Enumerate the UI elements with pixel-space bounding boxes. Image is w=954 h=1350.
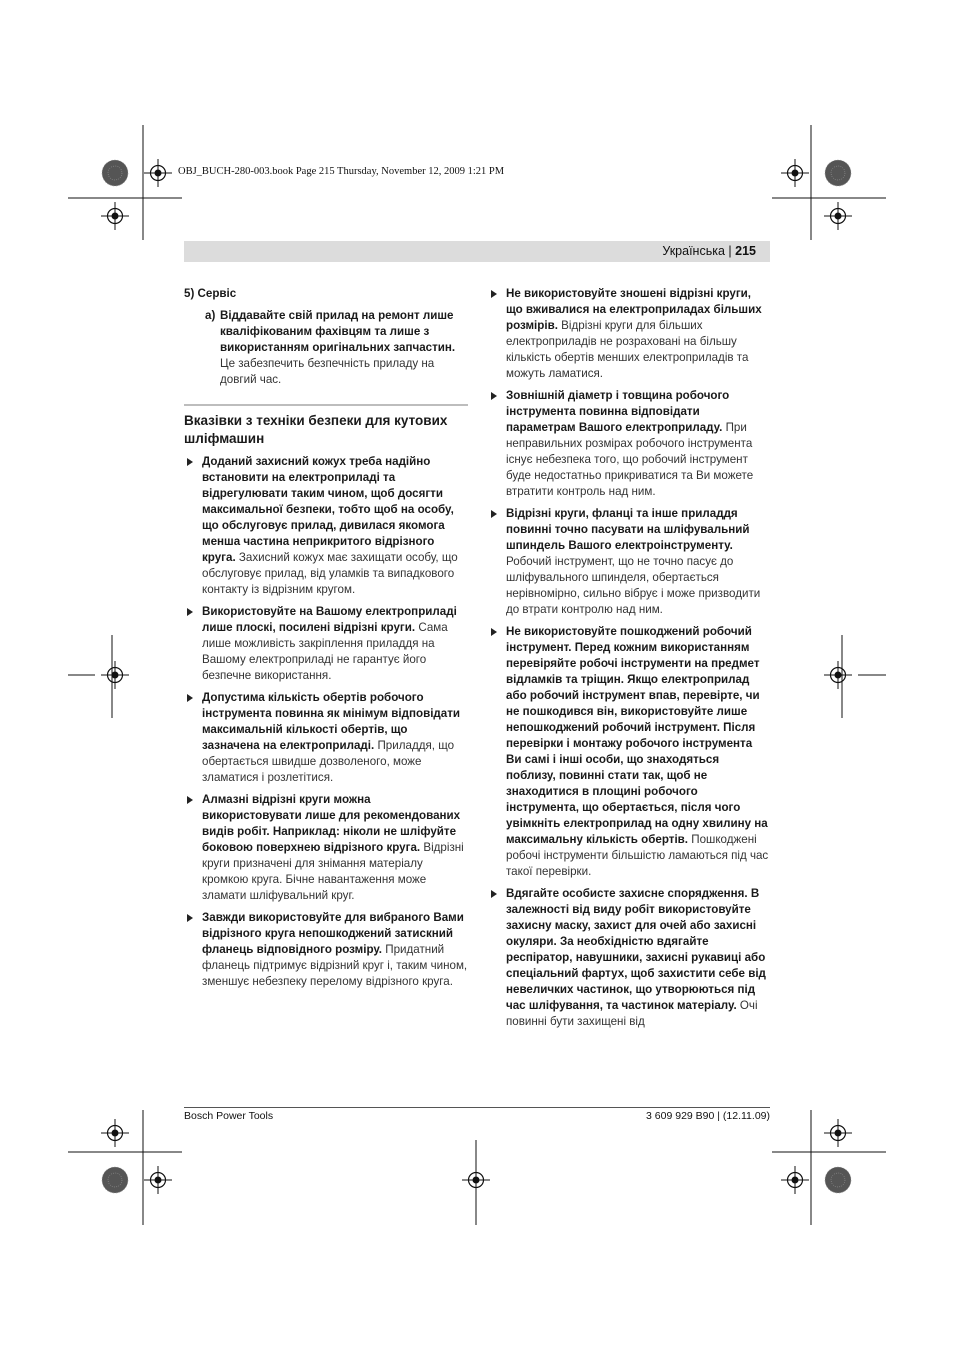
list-item bbox=[488, 388, 770, 500]
footer-doc-number: 3 609 929 B90 | (12.11.09) bbox=[646, 1110, 770, 1122]
bullet-bold-text: Алмазні відрізні круги можна використовувати лише для рекомендованих видів робіт. Наприклад: ніколи не шліфуйте боковою поверхнею відрізного круга. bbox=[202, 793, 461, 854]
header-language: Українська bbox=[662, 244, 725, 258]
left-column bbox=[184, 286, 468, 990]
list-item bbox=[184, 604, 468, 684]
list-item bbox=[184, 910, 468, 990]
bullet-bold-text: Не використовуйте пошкоджений робочий інструмент. Перед кожним використанням перевіряйте робочі інструменти на предмет відламків та тріщин. Якщо електроприлад або робочий інструмент впав, перевірте, чи не пошкодився він, використовуйте лише непошкоджений робочий інструмент. Після перевірки і монтажу робочого інструмента Ви самі і інші особи, що знаходяться поблизу, повинні стати так, щоб не знаходитися в площині робочого інструмента, що обертається, після чого увімкніть електроприлад на одну хвилину на максимальну кількість обертів. bbox=[506, 625, 768, 846]
page-number: 215 bbox=[735, 244, 756, 258]
bullet-text: Відрізні круги призначені для знімання матеріалу кромкою круга. Бічне навантаження може зламати шліфувальний круг. bbox=[202, 841, 464, 902]
service-heading: 5) Сервіс bbox=[184, 287, 237, 300]
list-item bbox=[184, 454, 468, 598]
section-title: Вказівки з техніки безпеки для кутових шліфмашин bbox=[184, 404, 468, 448]
right-column bbox=[488, 286, 770, 1030]
bullet-text: Придатний фланець підтримує відрізний круг і, таким чином, зменшує небезпеку перелому відрізного круга. bbox=[202, 943, 468, 988]
bullet-text: Сама лише можливість закріплення приладдя на Вашому електроприладі не гарантує його безпечне використання. bbox=[202, 621, 448, 682]
bullet-arrow-icon bbox=[187, 608, 193, 616]
bullet-arrow-icon bbox=[187, 458, 193, 466]
bullet-text: Очі повинні бути захищені від bbox=[506, 999, 758, 1028]
bullet-text: Пошкоджені робочі інструменти більшістю ламаються під час такої перевірки. bbox=[506, 833, 769, 878]
bullet-arrow-icon bbox=[187, 914, 193, 922]
bullet-bold-text: Відрізні круги, фланці та інше приладдя повинні точно пасувати на шліфувальний шпиндель Вашого електроінструменту. bbox=[506, 507, 750, 552]
bullet-bold-text: Вдягайте особисте захисне спорядження. В залежності від виду робіт використовуйте захисну маску, захист для очей або захисні окуляри. За необхідністю вдягайте респіратор, навушники, захисні рукавиці або спеціальний фартух, щоб захистити себе від невеличких частинок, що утворюються під час шліфування, та частинок матеріалу. bbox=[506, 887, 766, 1012]
bullet-bold-text: Зовнішній діаметр і товщина робочого інструмента повинна відповідати параметрам Вашого електроприладу. bbox=[506, 389, 730, 434]
bullet-bold-text: Використовуйте на Вашому електроприладі лише плоскі, посилені відрізні круги. bbox=[202, 605, 457, 634]
bullet-text: При неправильних розмірах робочого інструмента існує небезпека того, що робочий інструмент буде недостатньо прикриватися та Ви можете втратити контроль над ним. bbox=[506, 421, 754, 498]
footer-rule bbox=[184, 1107, 770, 1108]
bullet-arrow-icon bbox=[491, 290, 497, 298]
service-item-text: Це забезпечить безпечність приладу на довгий час. bbox=[220, 357, 435, 386]
bullet-text: Відрізні круги для більших електроприладів не розраховані на більшу кількість обертів менших електроприладів та можуть ламатися. bbox=[506, 319, 749, 380]
bullet-arrow-icon bbox=[491, 392, 497, 400]
bullet-arrow-icon bbox=[187, 796, 193, 804]
bullet-text: Захисний кожух має захищати особу, що обслуговує прилад, від уламків та випадкового контакту із відрізним кругом. bbox=[202, 551, 458, 596]
service-item-label: a) bbox=[205, 309, 216, 322]
bullet-arrow-icon bbox=[491, 628, 497, 636]
bullet-bold-text: Доданий захисний кожух треба надійно встановити на електроприладі та відрегулювати таким чином, щоб досягти максимальної безпеки, тобто щоб на особу, що обслуговує прилад, дивилася якомога менша частина неприкритого відрізного круга. bbox=[202, 455, 454, 564]
list-item bbox=[488, 286, 770, 382]
list-item bbox=[488, 886, 770, 1030]
print-info-line: OBJ_BUCH-280-003.book Page 215 Thursday, November 12, 2009 1:21 PM bbox=[178, 166, 505, 177]
footer-brand: Bosch Power Tools bbox=[184, 1110, 274, 1122]
bullet-text: Робочий інструмент, що не точно пасує до шліфувального шпинделя, обертається нерівномірно, сильно вібрує і може призводити до втрати контролю над ним. bbox=[506, 555, 761, 616]
header-separator: | bbox=[728, 244, 732, 258]
bullet-arrow-icon bbox=[491, 890, 497, 898]
bullet-bold-text: Не використовуйте зношені відрізні круги, що вживалися на електроприладах більших розмірів. bbox=[506, 287, 762, 332]
list-item bbox=[184, 690, 468, 786]
bullet-arrow-icon bbox=[491, 510, 497, 518]
page-header bbox=[184, 241, 770, 262]
bullet-bold-text: Допустима кількість обертів робочого інструмента повинна як мінімум відповідати максимальній кількості обертів, що зазначена на електроприладі. bbox=[202, 691, 461, 752]
bullet-arrow-icon bbox=[187, 694, 193, 702]
bullet-bold-text: Завжди використовуйте для вибраного Вами відрізного круга непошкоджений затискний фланець відповідного розміру. bbox=[202, 911, 464, 956]
list-item bbox=[488, 624, 770, 880]
list-item bbox=[488, 506, 770, 618]
bullet-text: Приладдя, що обертається швидше дозволеного, може зламатися і розлетітися. bbox=[202, 739, 455, 784]
service-item bbox=[184, 308, 468, 388]
list-item bbox=[184, 792, 468, 904]
service-item-bold: Віддавайте свій прилад на ремонт лише кваліфікованим фахівцям та лише з використанням оригінальних запчастин. bbox=[220, 309, 456, 354]
